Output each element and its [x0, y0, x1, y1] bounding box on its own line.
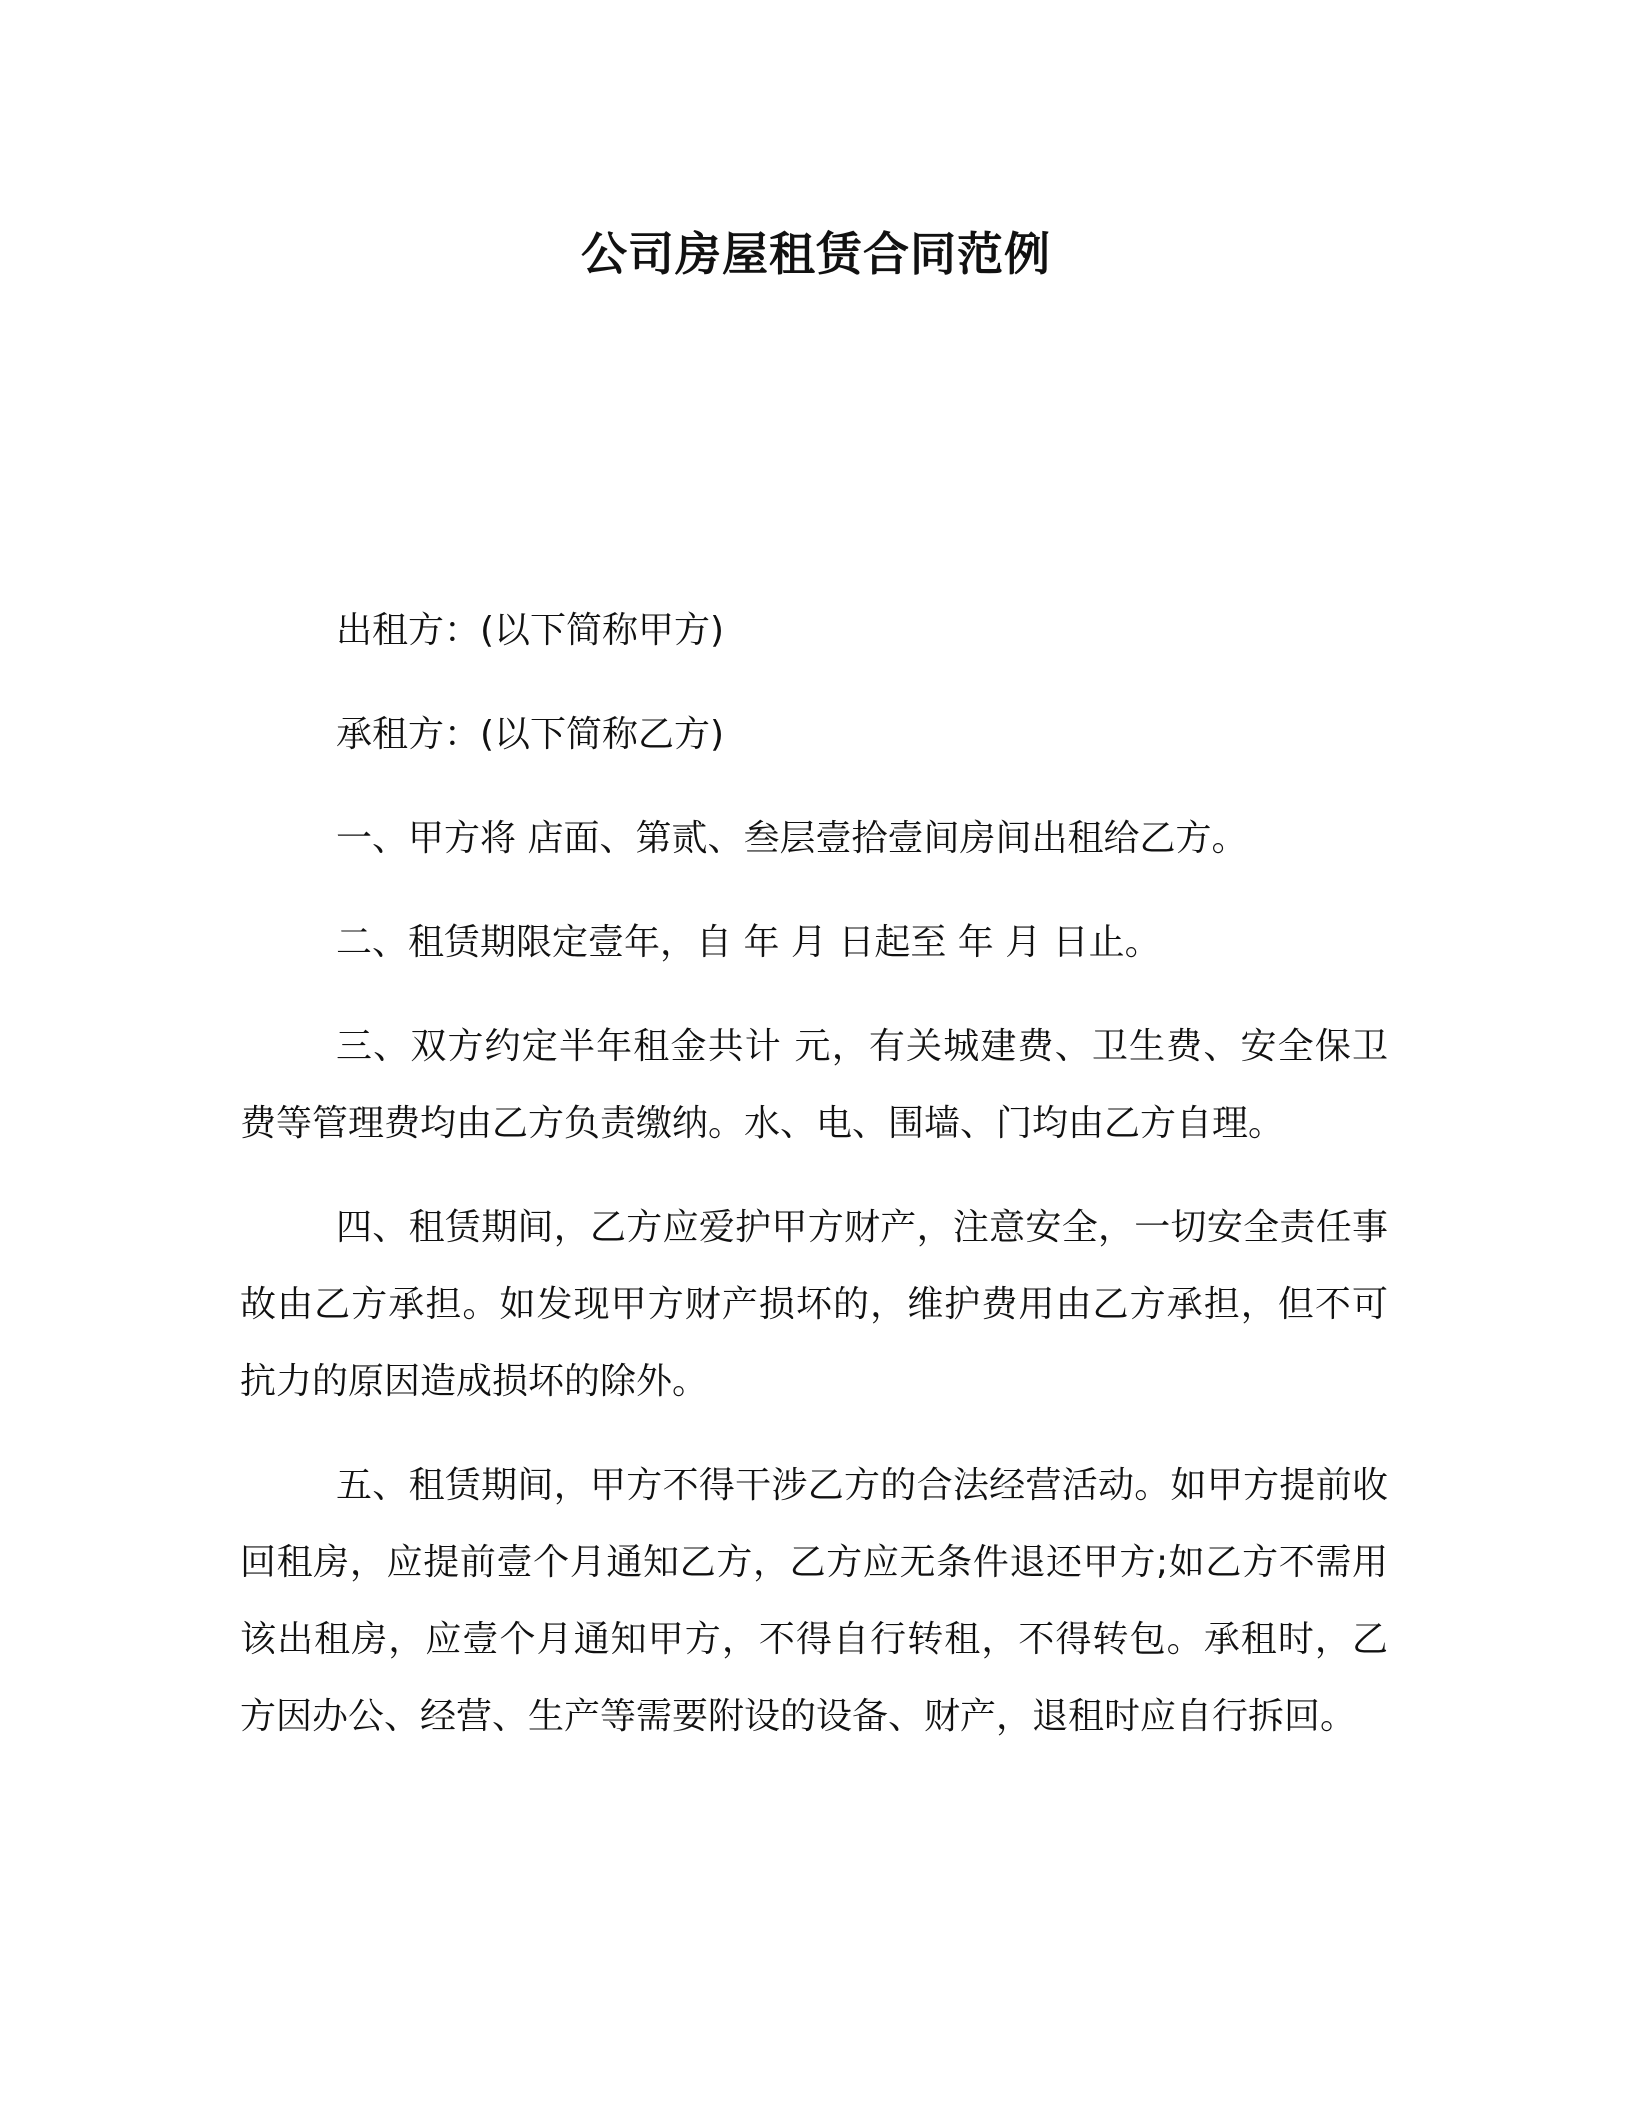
clause-lessor: 出租方：(以下简称甲方) — [336, 610, 725, 651]
document-title: 公司房屋租赁合同范例 — [581, 227, 1051, 281]
clause-lessee: 承租方：(以下简称乙方) — [336, 714, 725, 755]
clause-2: 二、租赁期限定壹年，自 年 月 日起至 年 月 日止。 — [336, 922, 1161, 963]
clause-5: 五、租赁期间，甲方不得干涉乙方的合法经营活动。如甲方提前收回租房，应提前壹个月通知乙方，乙方应无条件退还甲方;如乙方不需用该出租房，应壹个月通知甲方，不得自行转租，不得转包。承租时，乙方因办公、经营、生产等需要附设的设备、财产，退租时应自行拆回。 — [240, 1465, 1388, 1737]
document-body — [240, 592, 1388, 1782]
clause-3: 三、双方约定半年租金共计 元，有关城建费、卫生费、安全保卫费等管理费均由乙方负责缴纳。水、电、围墙、门均由乙方自理。 — [240, 1026, 1388, 1144]
clause-4: 四、租赁期间，乙方应爱护甲方财产，注意安全，一切安全责任事故由乙方承担。如发现甲方财产损坏的，维护费用由乙方承担，但不可抗力的原因造成损坏的除外。 — [240, 1207, 1388, 1402]
clause-1: 一、甲方将 店面、第贰、叁层壹拾壹间房间出租给乙方。 — [336, 818, 1248, 859]
